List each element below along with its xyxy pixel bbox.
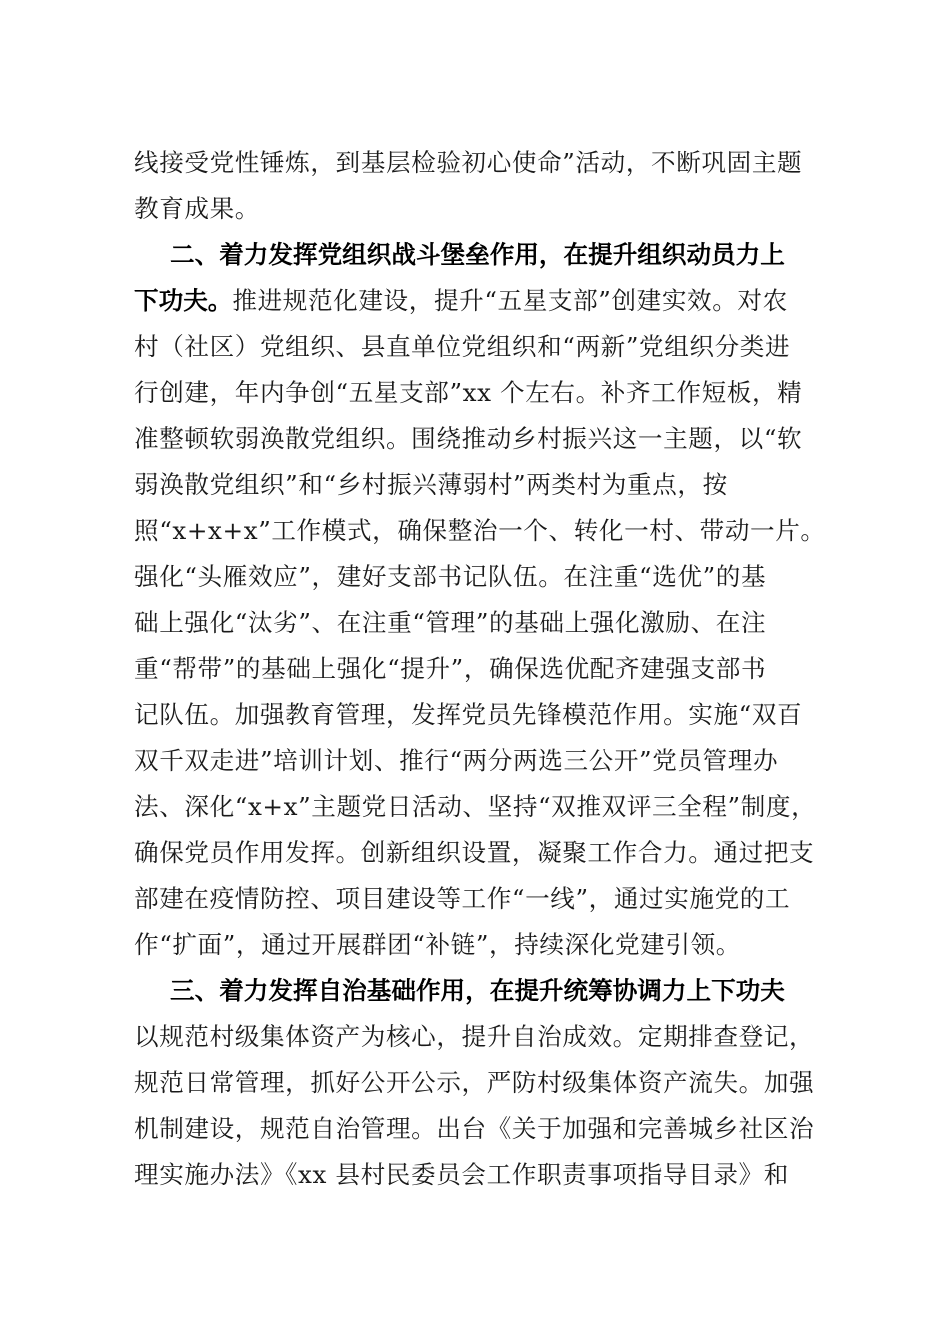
section-heading-2: 二、着力发挥党组织战斗堡垒作用，在提升组织动员力上 <box>170 240 785 269</box>
body-line: 双千双走进”培训计划、推行“两分两选三公开”党员管理办 <box>134 746 779 775</box>
body-line: 教育成果。 <box>134 194 260 223</box>
body-line <box>134 278 824 324</box>
body-line: 础上强化“汰劣”、在注重“管理”的基础上强化激励、在注 <box>134 608 767 637</box>
body-line: 线接受党性锤炼，到基层检验初心使命”活动，不断巩固主题 <box>134 148 803 177</box>
body-line: 记队伍。加强教育管理，发挥党员先锋模范作用。实施“双百 <box>134 700 803 729</box>
body-line: 村（社区）党组织、县直单位党组织和“两新”党组织分类进 <box>134 332 791 361</box>
body-line: 行创建，年内争创“五星支部”xx 个左右。补齐工作短板，精 <box>134 378 803 407</box>
body-line: 准整顿软弱涣散党组织。围绕推动乡村振兴这一主题，以“软 <box>134 424 803 453</box>
body-line: 理实施办法》《xx 县村民委员会工作职责事项指导目录》和 <box>134 1160 789 1189</box>
body-line: 作“扩面”，通过开展群团“补链”，持续深化党建引领。 <box>134 930 741 959</box>
body-line: 以规范村级集体资产为核心，提升自治成效。定期排查登记， <box>134 1022 815 1051</box>
section-heading-2-tail: 下功夫。 <box>134 286 233 315</box>
body-line: 部建在疫情防控、项目建设等工作“一线”，通过实施党的工 <box>134 884 791 913</box>
body-line: 机制建设，规范自治管理。出台《关于加强和完善城乡社区治 <box>134 1114 815 1143</box>
body-line: 法、深化“x+x”主题党日活动、坚持“双推双评三全程”制度， <box>134 792 817 821</box>
body-line: 规范日常管理，抓好公开公示，严防村级集体资产流失。加强 <box>134 1068 815 1097</box>
body-line: 强化“头雁效应”，建好支部书记队伍。在注重“选优”的基 <box>134 562 767 591</box>
body-line: 照“x+x+x”工作模式，确保整治一个、转化一村、带动一片。 <box>134 516 826 545</box>
body-line: 确保党员作用发挥。创新组织设置，凝聚工作合力。通过把支 <box>134 838 815 867</box>
body-line: 重“帮带”的基础上强化“提升”，确保选优配齐建强支部书 <box>134 654 767 683</box>
body-text: 推进规范化建设，提升“五星支部”创建实效。对农 <box>232 286 788 315</box>
section-heading-3: 三、着力发挥自治基础作用，在提升统筹协调力上下功夫 <box>170 976 785 1005</box>
body-line: 弱涣散党组织”和“乡村振兴薄弱村”两类村为重点，按 <box>134 470 728 499</box>
